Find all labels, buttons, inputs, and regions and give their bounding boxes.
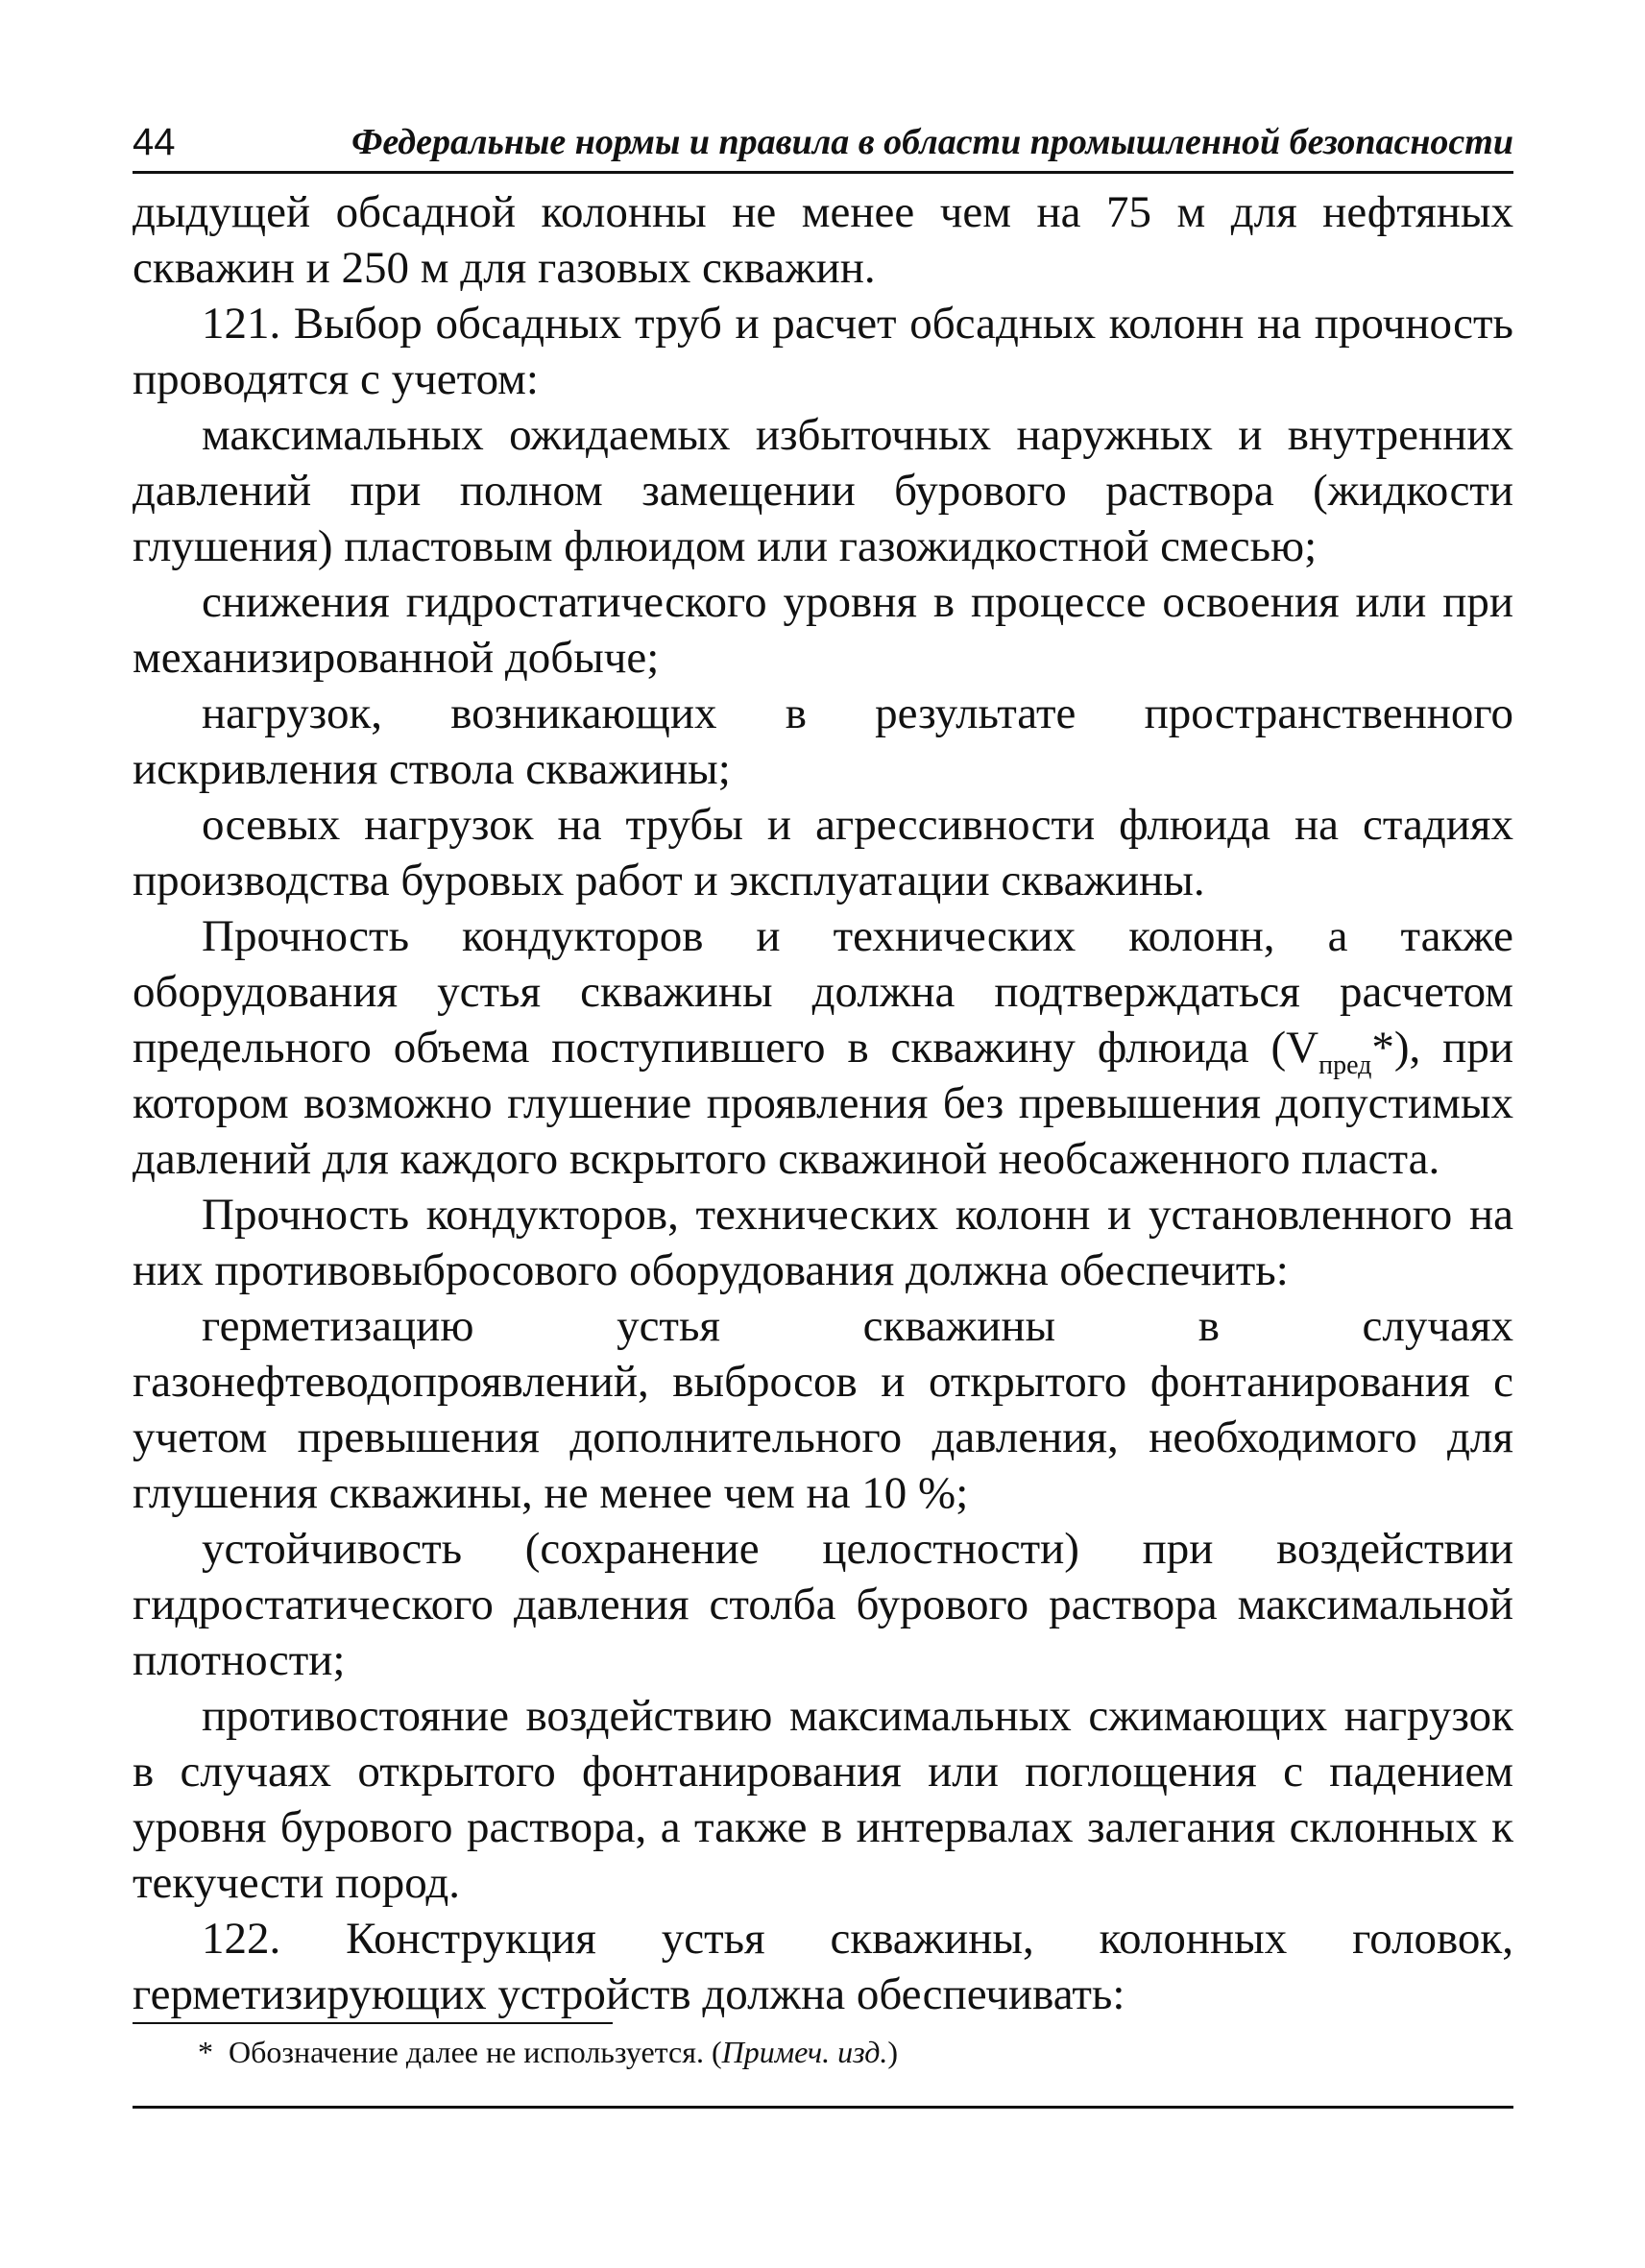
footnote-marker: * — [198, 2035, 213, 2069]
main-text — [133, 184, 1513, 2022]
running-title: Федеральные нормы и правила в области промышленной безопасности — [351, 122, 1513, 162]
paragraph: 121. Выбор обсадных труб и расчет обсадных колонн на прочность проводятся с учетом: — [133, 299, 1513, 404]
paragraph: нагрузок, возникающих в результате пространственного искривления ствола скважины; — [133, 688, 1513, 794]
paragraph: снижения гидростатического уровня в процессе освоения или при механизированной добыче; — [133, 577, 1513, 683]
paragraph: Прочность кондукторов, технических колонн и установленного на них противовыбросового оборудования должна обеспечить: — [133, 1190, 1513, 1295]
footnote — [198, 2033, 1513, 2071]
paragraph-strength-equipment — [133, 908, 1513, 1187]
subscript-pred: пред — [1318, 1050, 1372, 1080]
footnote-close: ) — [887, 2035, 899, 2069]
footnote-divider — [133, 2022, 613, 2024]
footnote-italic: Примеч. изд. — [721, 2035, 888, 2069]
bottom-divider — [133, 2106, 1513, 2109]
paragraph: дыдущей обсадной колонны не менее чем на 75 м для нефтяных скважин и 250 м для газовых скважин. — [133, 187, 1513, 293]
paragraph: осевых нагрузок на трубы и агрессивности флюида на стадиях производства буровых работ и эксплуатации скважины. — [133, 800, 1513, 905]
paragraph: герметизацию устья скважины в случаях газонефтеводопроявлений, выбросов и открытого фонтанирования с учетом превышения дополнительного давления, необходимого для глушения скважины, не менее чем на 10 %; — [133, 1301, 1513, 1518]
paragraph: устойчивость (сохранение целостности) при воздействии гидростатического давления столба бурового раствора максимальной плотности; — [133, 1524, 1513, 1685]
paragraph-text: Прочность кондукторов и технических колонн, а также оборудования устья скважины должна подтверждаться расчетом предельного объема поступившего в скважину флюида (V — [133, 911, 1513, 1073]
page-header — [133, 111, 1513, 174]
paragraph: противостояние воздействию максимальных сжимающих нагрузок в случаях открытого фонтанирования или поглощения с падением уровня бурового раствора, а также в интервалах залегания склонных к текучести пород. — [133, 1691, 1513, 1908]
paragraph: 122. Конструкция устья скважины, колонных головок, герметизирующих устройств должна обеспечивать: — [133, 1914, 1513, 2019]
paragraph: максимальных ожидаемых избыточных наружных и внутренних давлений при полном замещении бурового раствора (жидкости глушения) пластовым флюидом или газожидкостной смесью; — [133, 410, 1513, 571]
paragraph-text: *), при котором возможно глушение проявления без превышения допустимых давлений для каждого вскрытого скважиной необсаженного пласта. — [133, 1023, 1513, 1184]
page-number: 44 — [133, 121, 176, 163]
footnote-text: Обозначение далее не используется. ( — [229, 2035, 722, 2069]
